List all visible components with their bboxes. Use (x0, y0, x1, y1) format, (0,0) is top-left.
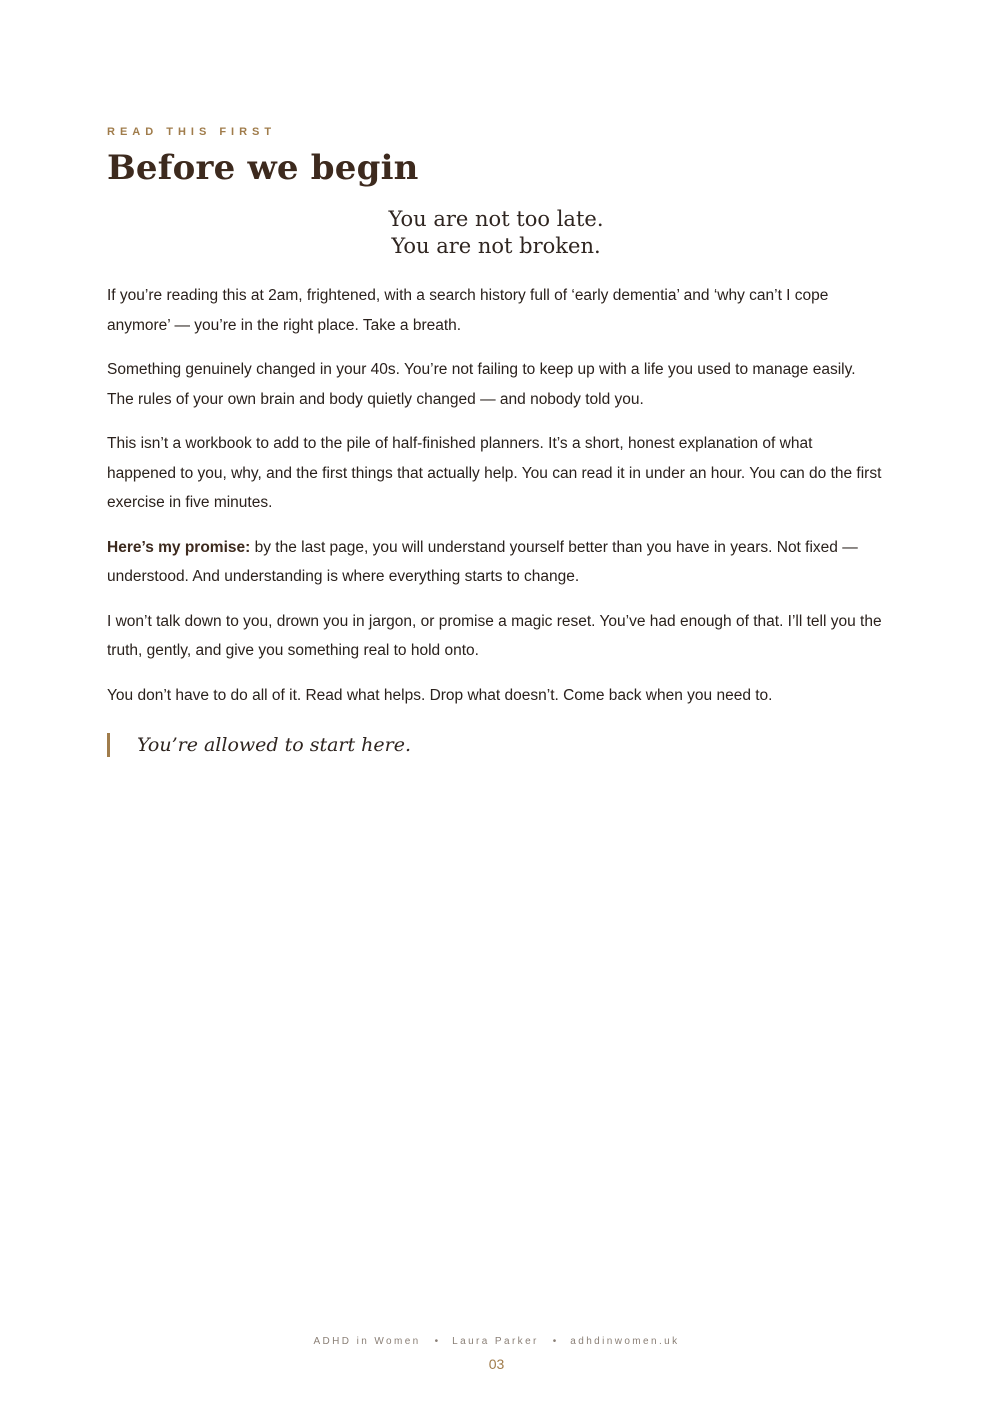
promise-label: Here’s my promise: (107, 538, 251, 556)
promise-text: by the last page, you will understand yourself better than you have in years. Not fixed — understood. And understanding is where everything starts to change. (107, 538, 858, 585)
footer-separator: • (434, 1336, 439, 1347)
footer-separator: • (552, 1336, 557, 1347)
page-number: 03 (488, 1356, 505, 1372)
body-text (107, 281, 885, 725)
footer-author: Laura Parker (452, 1336, 539, 1347)
paragraph-1: If you’re reading this at 2am, frightened, with a search history full of ‘early dementia’ and ‘why can’t I cope anymore’ — you’re in the right place. Take a breath. (107, 287, 829, 334)
lead-statement (107, 206, 885, 260)
page-title: Before we begin (107, 148, 419, 188)
paragraph-6: You don’t have to do all of it. Read what helps. Drop what doesn’t. Come back when you need to. (107, 686, 773, 704)
footer-book-title: ADHD in Women (313, 1336, 421, 1347)
lead-line-1: You are not too late. (388, 207, 604, 231)
lead-line-2: You are not broken. (391, 234, 601, 258)
paragraph-5: I won’t talk down to you, drown you in jargon, or promise a magic reset. You’ve had enough of that. I’ll tell you the truth, gently, and give you something real to hold onto. (107, 612, 882, 659)
pull-quote: You’re allowed to start here. (107, 733, 411, 757)
page-footer (0, 1336, 993, 1347)
paragraph-4 (107, 533, 885, 592)
footer-website: adhdinwomen.uk (570, 1336, 680, 1347)
section-eyebrow: READ THIS FIRST (107, 126, 277, 138)
paragraph-3: This isn’t a workbook to add to the pile of half-finished planners. It’s a short, honest explanation of what happened to you, why, and the first things that actually help. You can read it in under an hour. You can do the first exercise in five minutes. (107, 435, 882, 511)
paragraph-2: Something genuinely changed in your 40s. You’re not failing to keep up with a life you used to manage easily. The rules of your own brain and body quietly changed — and nobody told you. (107, 361, 856, 408)
